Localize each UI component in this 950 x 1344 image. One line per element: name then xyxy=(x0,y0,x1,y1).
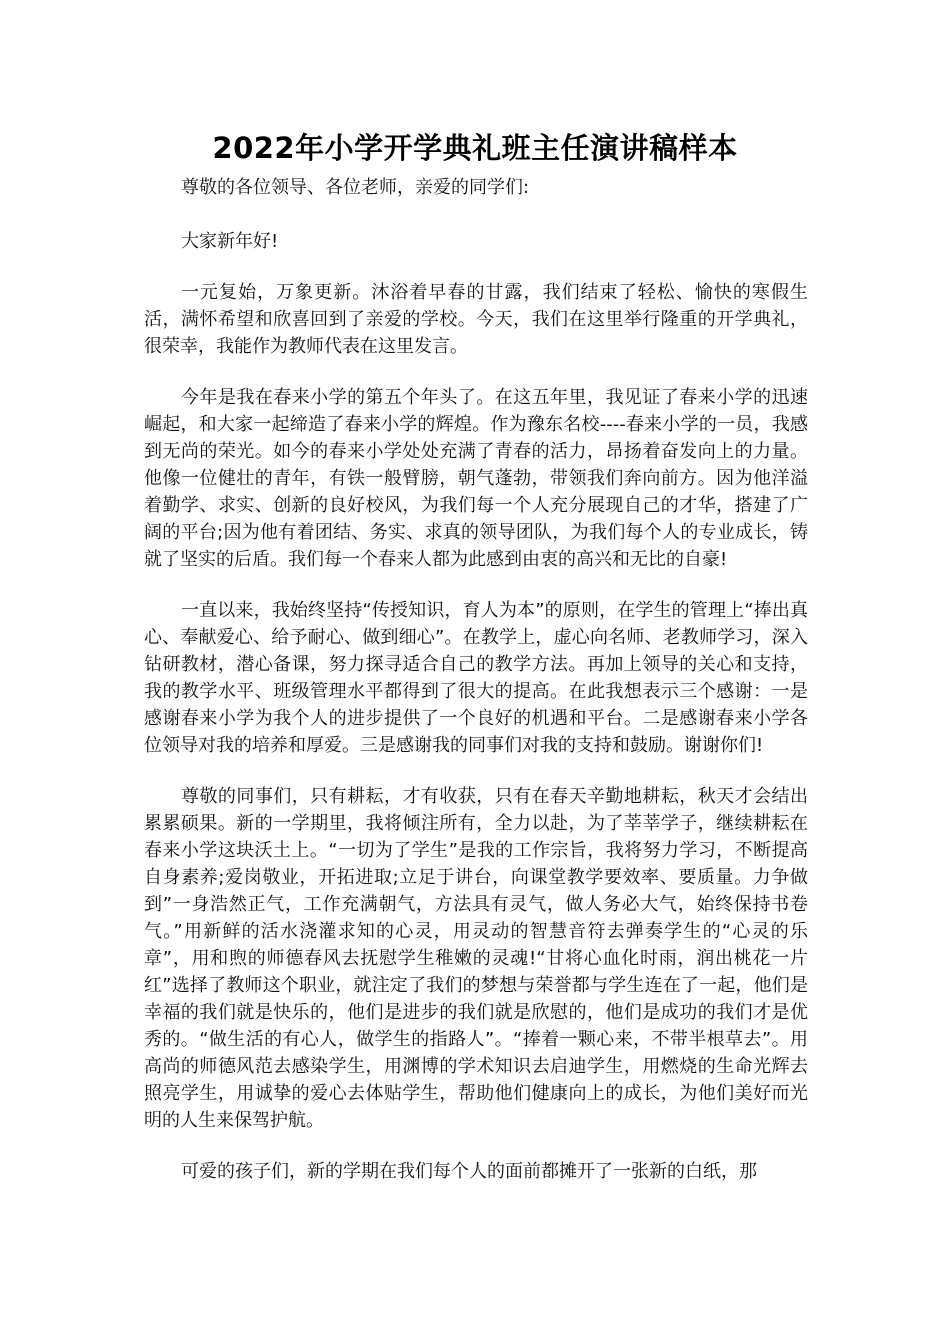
paragraph-principles-thanks: 一直以来，我始终坚持“传授知识，育人为本”的原则，在学生的管理上“捧出真心、奉献爱心、给予耐心、做到细心”。在教学上，虚心向名师、老教师学习，深入钻研教材，潜心备课，努力探寻适合自己的教学方法。再加上领导的关心和支持，我的教学水平、班级管理水平都得到了很大的提高。在此我想表示三个感谢：一是感谢春来小学为我个人的进步提供了一个良好的机遇和平台。二是感谢春来小学各位领导对我的培养和厚爱。三是感谢我的同事们对我的支持和鼓励。谢谢你们! xyxy=(144,600,808,756)
document-title: 2022年小学开学典礼班主任演讲稿样本 xyxy=(212,131,738,165)
paragraph-children: 可爱的孩子们，新的学期在我们每个人的面前都摊开了一张新的白纸，那 xyxy=(181,1161,757,1182)
paragraph-salutation: 尊敬的各位领导、各位老师，亲爱的同学们: xyxy=(181,177,530,198)
paragraph-school-history: 今年是我在春来小学的第五个年头了。在这五年里，我见证了春来小学的迅速崛起，和大家一起缔造了春来小学的辉煌。作为豫东名校----春来小学的一员，我感到无尚的荣光。如今的春来小学处处充满了青春的活力，昂扬着奋发向上的力量。他像一位健壮的青年，有铁一般臂膀，朝气蓬勃，带领我们奔向前方。因为他洋溢着勤学、求实、创新的良好校风，为我们每一个人充分展现自己的才华，搭建了广阔的平台;因为他有着团结、务实、求真的领导团队，为我们每个人的专业成长，铸就了坚实的后盾。我们每一个春来人都为此感到由衷的高兴和无比的自豪! xyxy=(144,387,808,570)
document-body xyxy=(144,174,808,1209)
paragraph-colleagues: 尊敬的同事们，只有耕耘，才有收获，只有在春天辛勤地耕耘，秋天才会结出累累硕果。新的一学期里，我将倾注所有，全力以赴，为了莘莘学子，继续耕耘在春来小学这块沃土上。“一切为了学生”是我的工作宗旨，我将努力学习，不断提高自身素养;爱岗敬业，开拓进取;立足于讲台，向课堂教学要效率、要质量。力争做到”一身浩然正气，工作充满朝气，方法具有灵气，做人务必大气，始终保持书卷气。”用新鲜的活水浇灌求知的心灵，用灵动的智慧音符去弹奏学生的“心灵的乐章”，用和煦的师德春风去抚慰学生稚嫩的灵魂!“甘将心血化时雨，润出桃花一片红”选择了教师这个职业，就注定了我们的梦想与荣誉都与学生连在了一起，他们是幸福的我们就是快乐的，他们是进步的我们就是欣慰的，他们是成功的我们才是优秀的。“做生活的有心人，做学生的指路人”。“捧着一颗心来，不带半根草去”。用高尚的师德风范去感染学生，用渊博的学术知识去启迪学生，用燃烧的生命光辉去照亮学生，用诚挚的爱心去体贴学生，帮助他们健康向上的成长，为他们美好而光明的人生来保驾护航。 xyxy=(144,786,808,1131)
paragraph-greeting: 大家新年好! xyxy=(181,231,279,252)
paragraph-opening: 一元复始，万象更新。沐浴着早春的甘露，我们结束了轻松、愉快的寒假生活，满怀希望和欣喜回到了亲爱的学校。今天，我们在这里举行隆重的开学典礼，很荣幸，我能作为教师代表在这里发言。 xyxy=(144,282,808,357)
